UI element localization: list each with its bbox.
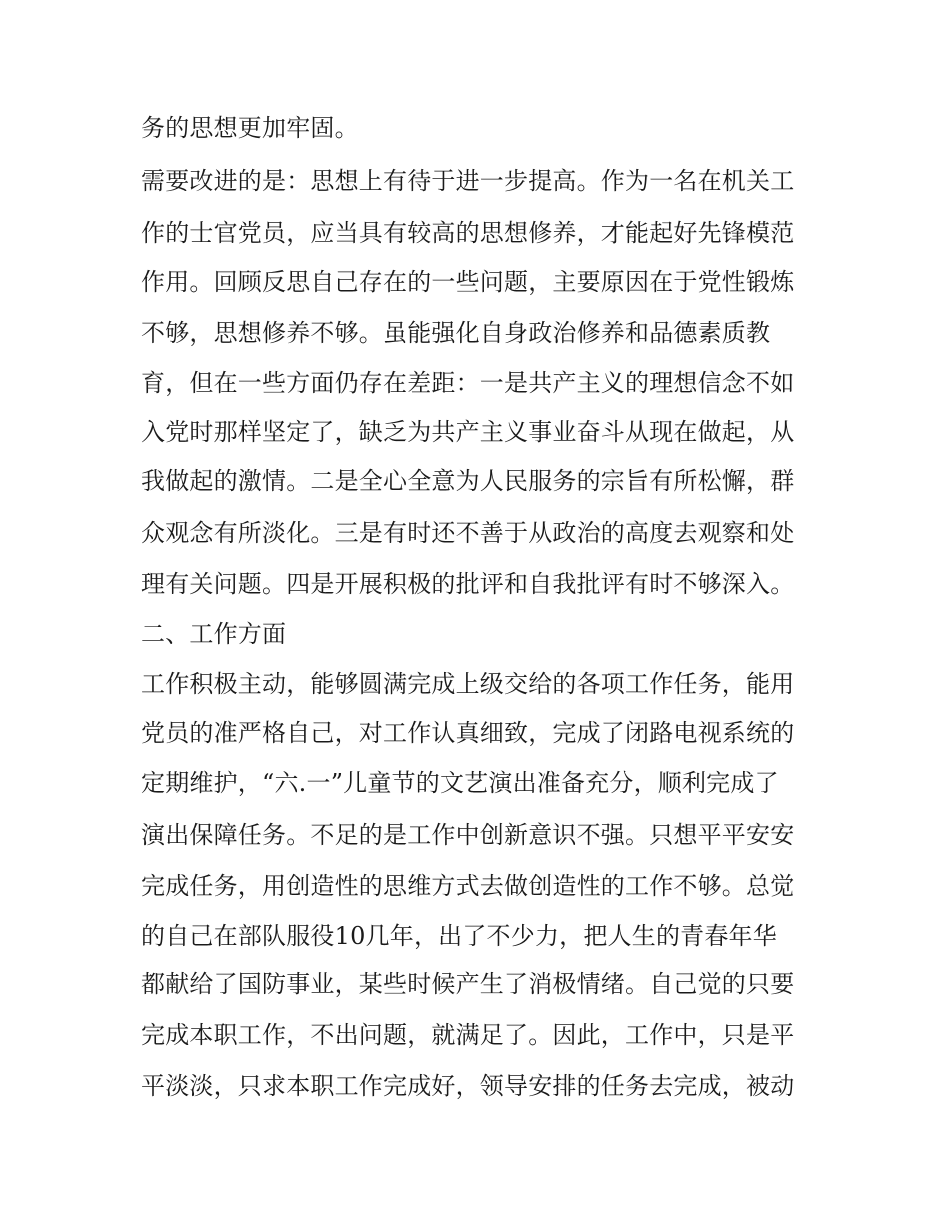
text-line: 作的士官党员，应当具有较高的思想修养，才能起好先锋模范 (141, 219, 795, 247)
text-line: 平淡淡，只求本职工作完成好，领导安排的任务去完成，被动 (141, 1072, 795, 1100)
text-line: 工作积极主动，能够圆满完成上级交给的各项工作任务，能用 (141, 670, 795, 698)
text-line: 理有关问题。四是开展积极的批评和自我批评有时不够深入。 (141, 570, 795, 598)
text-line: 我做起的激情。二是全心全意为人民服务的宗旨有所松懈，群 (141, 467, 795, 495)
text-line: 党员的准严格自己，对工作认真细致，完成了闭路电视系统的 (141, 719, 795, 747)
text-line: 众观念有所淡化。三是有时还不善于从政治的高度去观察和处 (141, 519, 795, 547)
text-line: 务的思想更加牢固。 (141, 114, 359, 142)
text-line: 育，但在一些方面仍存在差距：一是共产主义的理想信念不如 (141, 369, 795, 397)
section-heading: 二、工作方面 (141, 620, 287, 648)
text-line: 不够，思想修养不够。虽能强化自身政治修养和品德素质教 (141, 319, 771, 347)
text-line: 需要改进的是：思想上有待于进一步提高。作为一名在机关工 (141, 167, 795, 195)
text-line: 完成本职工作，不出问题，就满足了。因此，工作中，只是平 (141, 1021, 795, 1049)
text-line: 作用。回顾反思自己存在的一些问题，主要原因在于党性锻炼 (141, 268, 795, 296)
text-line: 演出保障任务。不足的是工作中创新意识不强。只想平平安安 (141, 821, 795, 849)
text-line: 定期维护，“六.一”儿童节的文艺演出准备充分，顺利完成了 (141, 769, 779, 797)
text-line: 都献给了国防事业，某些时候产生了消极情绪。自己觉的只要 (141, 970, 795, 998)
text-line: 入党时那样坚定了，缺乏为共产主义事业奋斗从现在做起，从 (141, 418, 795, 446)
text-line: 完成任务，用创造性的思维方式去做创造性的工作不够。总觉 (141, 872, 795, 900)
text-line: 的自己在部队服役10几年，出了不少力，把人生的青春年华 (141, 922, 777, 950)
